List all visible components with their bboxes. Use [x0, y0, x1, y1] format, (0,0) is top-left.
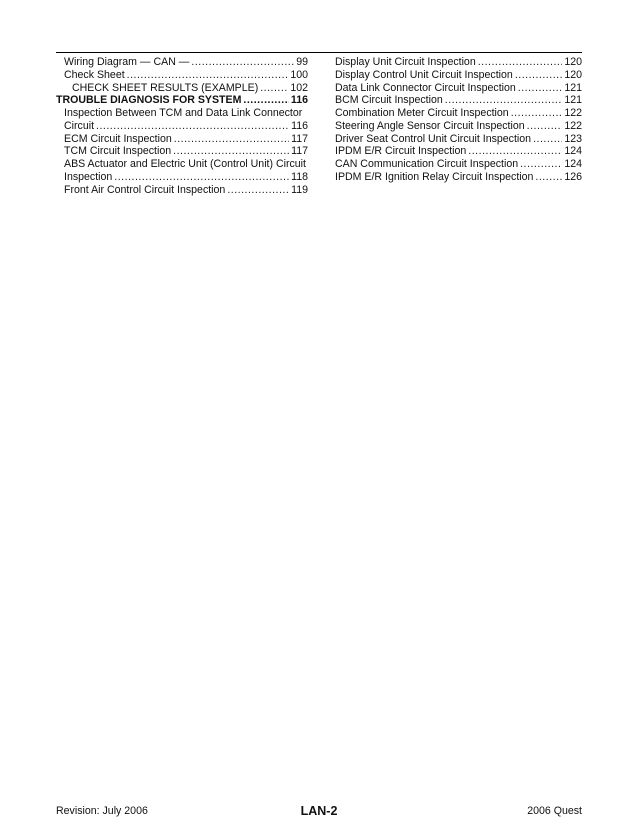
toc-entry-title: Inspection: [64, 170, 113, 183]
toc-entry-multiline[interactable]: [56, 107, 308, 133]
toc-entry-page: 99: [296, 56, 308, 68]
toc-leader-dots: [173, 145, 289, 158]
toc-entry-multiline[interactable]: [56, 158, 308, 184]
toc-leader-dots: [227, 184, 289, 197]
toc-entry-page: 100: [290, 68, 308, 81]
toc-entry-page: 116: [290, 94, 308, 107]
toc-entry-page: 120: [564, 68, 582, 81]
top-rule: [56, 52, 582, 53]
toc-entry[interactable]: [335, 158, 582, 171]
toc-entry-page: 121: [564, 81, 582, 94]
toc-entry[interactable]: [335, 82, 582, 95]
section-page-code: LAN-2: [300, 804, 338, 818]
toc-entry-page: 122: [564, 119, 582, 132]
toc-leader-dots: [191, 56, 294, 69]
toc-entry-title: CHECK SHEET RESULTS (EXAMPLE): [72, 81, 259, 94]
vehicle-model: 2006 Quest: [527, 805, 582, 817]
toc-leader-dots: [515, 69, 563, 82]
toc-entry[interactable]: [56, 56, 308, 69]
toc-leader-dots: [527, 120, 563, 133]
toc-leader-dots: [520, 158, 562, 171]
toc-leader-dots: [174, 133, 289, 146]
toc-left-column: [56, 56, 308, 196]
toc-entry-page: 116: [291, 119, 308, 132]
toc-entry-page: 126: [564, 170, 582, 183]
toc-section-heading[interactable]: [56, 94, 308, 107]
toc-leader-dots: [478, 56, 563, 69]
toc-entry-title-line1: ABS Actuator and Electric Unit (Control Unit) Circuit: [64, 158, 306, 170]
toc-entry-page: 124: [564, 158, 582, 170]
toc-entry[interactable]: [335, 145, 582, 158]
toc-leader-dots: [96, 120, 289, 133]
toc-entry-title: TROUBLE DIAGNOSIS FOR SYSTEM: [56, 94, 242, 107]
toc-entry-page: 102: [290, 81, 308, 94]
toc-entry-title: TCM Circuit Inspection: [64, 145, 172, 158]
toc-entry-title: Check Sheet: [64, 68, 125, 81]
toc-entry-page: 123: [564, 132, 582, 145]
toc-leader-dots: [468, 145, 562, 158]
toc-entry[interactable]: [335, 120, 582, 133]
toc-entry[interactable]: [56, 69, 308, 82]
toc-leader-dots: [445, 94, 563, 107]
toc-entry[interactable]: [56, 145, 308, 158]
toc-entry-title: Front Air Control Circuit Inspection: [64, 183, 226, 196]
toc-entry-title: Data Link Connector Circuit Inspection: [335, 81, 516, 94]
revision-date: Revision: July 2006: [56, 805, 148, 817]
toc-entry-page: 122: [564, 107, 582, 119]
toc-entry-title: Steering Angle Sensor Circuit Inspection: [335, 119, 525, 132]
toc-entry-title: Display Control Unit Circuit Inspection: [335, 68, 513, 81]
toc-entry-title: ECM Circuit Inspection: [64, 132, 172, 145]
toc-leader-dots: [243, 94, 289, 107]
toc-leader-dots: [114, 171, 289, 184]
toc-entry-title-line1: Inspection Between TCM and Data Link Connector: [64, 107, 303, 119]
toc-entry-page: 120: [564, 56, 582, 68]
toc-entry-page: 117: [291, 132, 308, 145]
toc-entry[interactable]: [335, 94, 582, 107]
toc-leader-dots: [260, 82, 288, 95]
toc-entry-title: BCM Circuit Inspection: [335, 94, 443, 107]
toc-entry[interactable]: [56, 184, 308, 197]
toc-entry-title: Driver Seat Control Unit Circuit Inspection: [335, 132, 532, 145]
toc-entry[interactable]: [335, 107, 582, 120]
toc-entry-page: 124: [564, 145, 582, 158]
toc-entry-page: 121: [564, 94, 582, 107]
toc-entry-title: IPDM E/R Circuit Inspection: [335, 145, 467, 158]
toc-leader-dots: [511, 107, 563, 120]
toc-entry[interactable]: [56, 133, 308, 146]
toc-entry-page: 117: [291, 145, 308, 158]
toc-entry-title: Circuit: [64, 119, 95, 132]
toc-entry-title: CAN Communication Circuit Inspection: [335, 158, 519, 170]
toc-entry[interactable]: [335, 171, 582, 184]
toc-leader-dots: [127, 69, 289, 82]
toc-entry-title: Wiring Diagram — CAN —: [64, 56, 190, 68]
toc-entry[interactable]: [56, 82, 308, 95]
toc-entry-page: 118: [291, 170, 308, 183]
toc-right-column: [335, 56, 582, 184]
toc-leader-dots: [535, 171, 562, 184]
toc-entry-title: Display Unit Circuit Inspection: [335, 56, 476, 68]
toc-entry[interactable]: [335, 56, 582, 69]
toc-leader-dots: [533, 133, 562, 146]
toc-entry[interactable]: [335, 69, 582, 82]
toc-entry-title: IPDM E/R Ignition Relay Circuit Inspection: [335, 170, 534, 183]
toc-entry[interactable]: [335, 133, 582, 146]
page-footer: [56, 805, 582, 819]
toc-entry-page: 119: [291, 183, 308, 196]
toc-leader-dots: [518, 82, 563, 95]
toc-entry-title: Combination Meter Circuit Inspection: [335, 107, 509, 119]
